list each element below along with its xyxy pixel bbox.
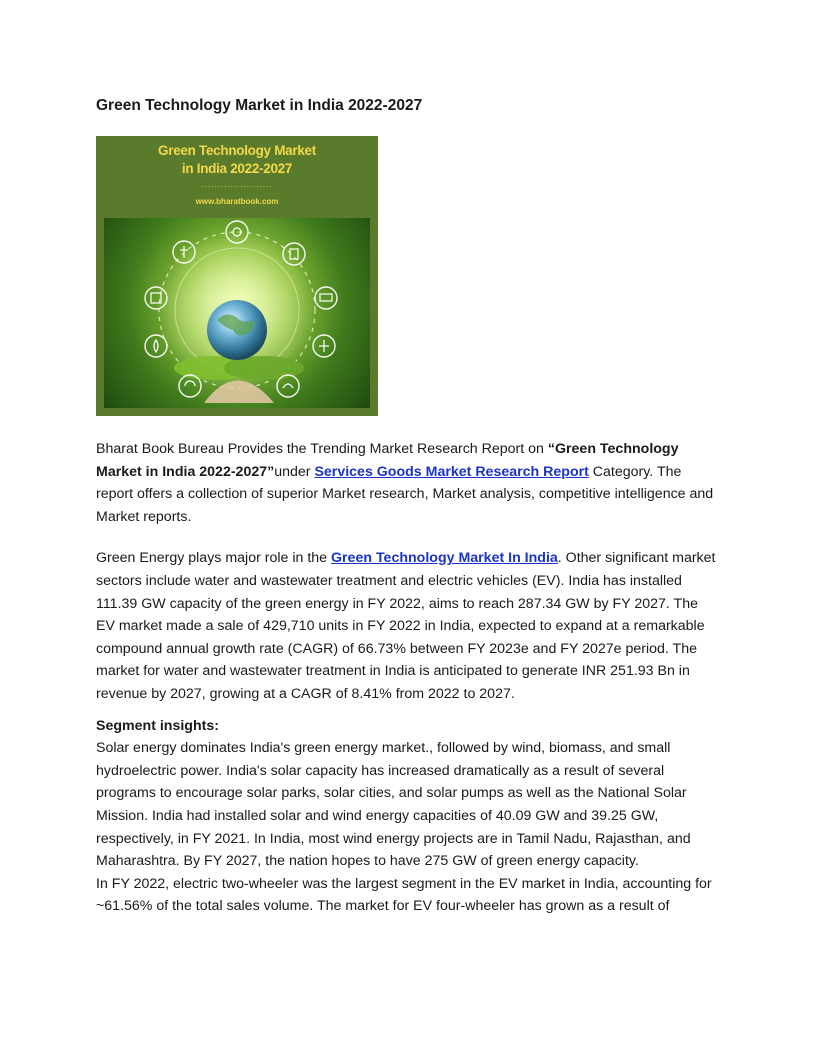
services-goods-report-link[interactable]: Services Goods Market Research Report [314, 463, 589, 480]
segment-paragraph-1: Solar energy dominates India's green energy market., followed by wind, biomass, and small hydroelectric power. India's solar capacity has increased dramatically as a result of several programs to encourage solar parks, solar cities, and solar pumps as well as the National Solar Mission. India had installed solar and wind energy capacities of 40.09 GW and 39.25 GW, respectively, in FY 2021. In India, most wind energy projects are in Tamil Nadu, Rajasthan, and Maharashtra. By FY 2027, the nation hopes to have 275 GW of green energy capacity. [96, 740, 691, 870]
intro-paragraph [96, 438, 720, 528]
segment-paragraph-2: In FY 2022, electric two-wheeler was the largest segment in the EV market in India, accounting for ~61.56% of the total sales volume. The market for EV four-wheeler has grown as a result of [96, 875, 712, 915]
intro-post-text: Category. The report offers a collection of superior Market research, Market analysis, competitive intelligence and Market reports. [96, 463, 714, 525]
para2-post-text: . Other significant market sectors include water and wastewater treatment and electric vehicles (EV). India has installed 111.39 GW capacity of the green energy in FY 2022, aims to reach 287.34 GW by FY 2027. The EV market made a sale of 429,710 units in FY 2022 in India, expected to expand at a remarkable compound annual growth rate (CAGR) of 66.73% between FY 2023e and FY 2027e period. The market for water and wastewater treatment in India is anticipated to generate INR 251.93 Bn in revenue by 2027, growing at a CAGR of 8.41% from 2022 to 2027. [96, 550, 716, 702]
cover-url: www.bharatbook.com [195, 197, 279, 206]
intro-under-text: under [274, 463, 315, 480]
document-page [96, 96, 720, 918]
cover-photo [104, 218, 370, 408]
segment-insights-heading: Segment insights: [96, 717, 219, 734]
green-technology-market-link[interactable]: Green Technology Market In India [331, 550, 558, 567]
cover-image [96, 136, 378, 416]
intro-text: Bharat Book Bureau Provides the Trending Market Research Report on [96, 441, 548, 457]
report-name: “Green Technology Market in India 2022-2027” [96, 441, 679, 480]
para2-pre-text: Green Energy plays major role in the [96, 550, 331, 567]
earth-in-hands-illustration [104, 218, 370, 408]
cover-title-line1: Green Technology Market [158, 143, 316, 158]
green-energy-paragraph [96, 547, 720, 705]
cover-title-line2: in India 2022-2027 [181, 161, 293, 176]
cover-dots: ...................... [201, 180, 273, 189]
page-title: Green Technology Market in India 2022-2027 [96, 97, 423, 114]
